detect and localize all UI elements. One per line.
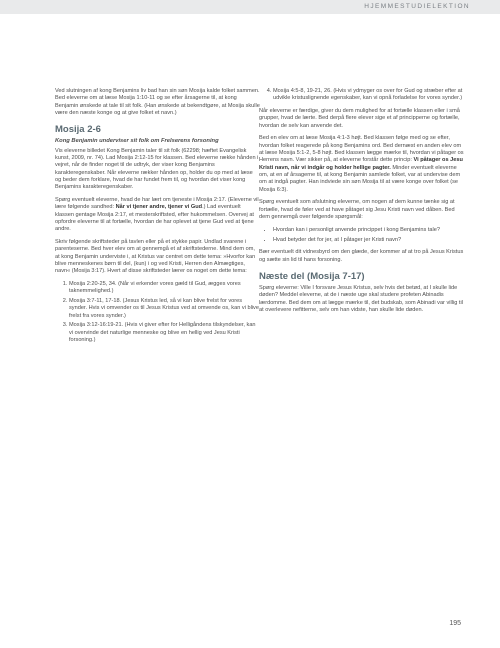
section-subtitle: Kong Benjamin underviser sit folk om Frelserens forsoning xyxy=(55,138,219,145)
running-header: HJEMMESTUDIELEKTION xyxy=(364,3,470,10)
paragraph-share: Når eleverne er færdige, giver du dem mulighed for at fortælle klassen eller i små grupper, hvad de lærte. Bed derpå flere elever sige et af principperne og fortælle, hvordan de selv kan anvende det. xyxy=(259,108,460,129)
paragraph-testimony: Bær eventuelt dit vidnesbyrd om den glæde, der kommer af at tro på Jesus Kristus og sætte sin lid til hans forsoning. xyxy=(259,249,464,263)
principle-covenants: Vi påtager os Jesu Kristi navn, når vi indgår og holder hellige pagter. xyxy=(259,157,463,171)
list-item: 1. Mosija 2:20-25, 34. (Når vi erkender vores gæld til Gud, ægges vores taknemmelighed.) xyxy=(69,281,260,296)
next-section-title: Næste del (Mosija 7-17) xyxy=(259,270,365,282)
paragraph-service: Spørg eventuelt eleverne, hvad de har lært om tjeneste i Mosija 2:17. (Eleverne vil lære følgende sandhed: Når vi tjener andre, tjener vi Gud.) Lad eventuelt klassen gentage Mosija 2:17, et mesterskriftsted, efter hukommelsen. Overvej at opfordre eleverne til at fortælle, hvordan de har oplevet at tjene Gud ved at tjene andre. xyxy=(55,196,259,233)
list-item: 2. Mosija 3:7-11, 17-18. (Jesus Kristus led, så vi kan blive frelst for vores synder. Hvis vi omvender os til Jesus Kristus ved at omvende os, kan vi blive frelst fra vores synder.) xyxy=(69,298,260,320)
right-column xyxy=(259,88,464,320)
page-number: 195 xyxy=(449,620,461,627)
scripture-list xyxy=(55,281,260,344)
list-item: • Hvad betyder det for jer, at I påtager jer Kristi navn? xyxy=(273,237,464,244)
left-column xyxy=(55,88,260,350)
paragraph-scriptures: Skriv følgende skriftsteder på tavlen eller på et stykke papir. Undlad svarene i parenteserne. Bed hver elev om at gennemgå et af skriftstederne. Mind dem om, at kong Benjamin underviste i, at Kristus var centret om dette tema: »Hvorfor kan blive menneskenes børn til del, (kun) i og ved Kristi, Herren den Almægtiges, navn« (Mosija 3:17). Hvert af disse skriftsteder lærer os noget om dette tema: xyxy=(55,238,256,275)
list-item: • Hvordan kan i personligt anvende princippet i kong Benjamins tale? xyxy=(273,227,464,234)
next-section-text: Spørg eleverne: Ville I forsvare Jesus Kristus, selv hvis det betød, at I skulle lide døden? Meddel eleverne, at de i næste uge skal studere profeten Abinadis lærdomme. Bed dem om at lægge mærke til, det budskab, som Abinadi var villig til at overlevere nefitterne, selv om han vidste, han skulle lide døden. xyxy=(259,284,463,313)
paragraph-closing: Spørg eventuelt som afslutning eleverne, om nogen af dem kunne tænke sig at fortælle, hvad de føler ved at have påtaget sig Jesu Kristi navn ved dåben. Bed dem gennemgå over følgende spørgsmål: xyxy=(259,199,455,220)
truth-service: Når vi tjener andre, tjener vi Gud xyxy=(115,204,203,211)
scripture-list-continued xyxy=(259,88,464,103)
section-title: Mosija 2-6 xyxy=(55,124,101,136)
paragraph-covenants: Bed en elev om at læse Mosija 4:1-3 højt. Bed klassen følge med og se efter, hvordan folket reagerede på kong Benjamins ord. Bed dernæst en anden elev om at læse Mosija 5:1-2, 5-8 højt. Bed klassen lægge mærke til, hvordan vi påtager os Herrens navn. Vær sikker på, at eleverne forstår dette princip: Vi påtager os Jesu Kristi navn, når vi indgår og holder hellige pagter. Minder eventuelt eleverne om, at en af årsagerne til, at kong Benjamin samlede folket, var at undervise dem om at indgå pagter. Han indviede sin søn Mosija til at være konge over folket (se Mosija 6:3). xyxy=(259,135,464,193)
list-item: 3. Mosija 3:12-16:19-21. (Hvis vi giver efter for Helligåndens tilskyndelser, kan vi overvinde det naturlige menneske og blive en hellig ved Jesu Kristi forsoning.) xyxy=(69,322,260,344)
question-list xyxy=(259,227,464,244)
paragraph-picture: Vis eleverne billedet Kong Benjamin taler til sit folk (62298; hæftet Evangelisk kunst, 2009, nr. 74). Lad Mosija 2:12-15 for klassen. Bed eleverne række hånden i vejret, når de finder noget til de udtryk, der viser kong Benjamins karakteregenskaber. Når eleverne rækker hånden op, holder du op med at læse og beder dem forklare, hvad de har fundet frem til, og hvordan det viser kong Benjamins karakteregenskaber. xyxy=(55,147,259,191)
list-item: 4. Mosija 4:5-8, 19-21, 26. (Hvis vi ydmyger os over for Gud og stræber efter at udvikle kristuslignende egenskaber, kan vi opnå forladelse for vores synder.) xyxy=(273,88,464,103)
intro-paragraph: Ved slutningen af kong Benjamins liv bad han sin søn Mosija kalde folket sammen. Bed eleverne om at læse Mosija 1:10-11 og se efter årsagerne til, at kong Benjamin ønskede at tale til sit folk. (Han ønskede at bekendtgøre, at Mosija skulle være den næste konge og at give folket et navn.) xyxy=(55,88,260,116)
